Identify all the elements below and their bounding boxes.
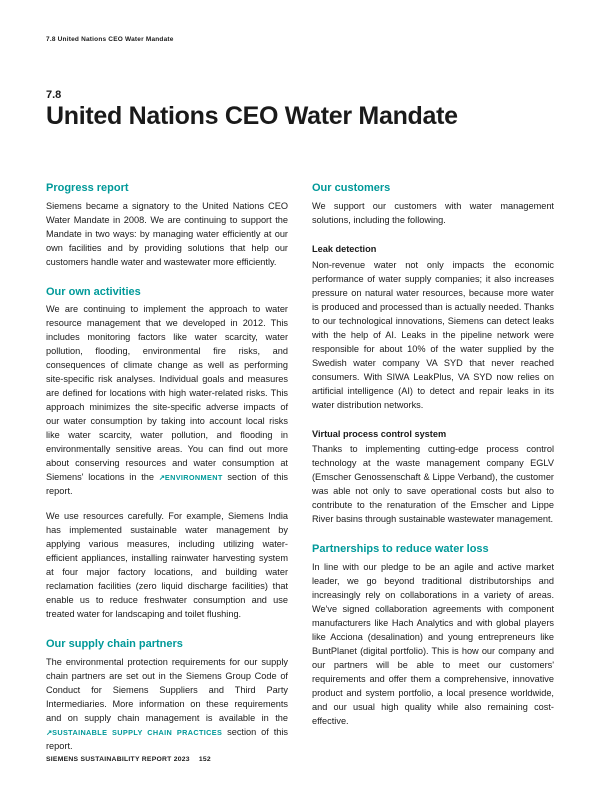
activities-text-after-link: section of this report. (46, 472, 288, 497)
page-footer (46, 756, 211, 763)
paragraph-partnerships: In line with our pledge to be an agile and active market leader, we go beyond traditional distributorships and increasingly rely on collaborations in a variety of areas. We've signed collaboration agreements with component manufacturers like Hach Analytics and with global players like Acciona (desalination) and young entrepreneurs like BuntPlanet (digital portfolio). This is how our company and our partners will be able to meet our customers' requirements and offer them a comprehensive, innovative product and system portfolio, a local presence worldwide, and our usual high quality while also remaining cost-effective. (312, 562, 554, 726)
right-column (312, 182, 554, 754)
left-column (46, 182, 288, 754)
subheading-leak-detection: Leak detection (312, 243, 377, 254)
paragraph-activities-1 (46, 303, 288, 499)
page-title: United Nations CEO Water Mandate (46, 102, 458, 130)
heading-our-own-activities: Our own activities (46, 285, 141, 298)
link-sustainable-supply-chain-practices[interactable]: SUSTAINABLE SUPPLY CHAIN PRACTICES (52, 727, 223, 737)
subheading-virtual-process-control: Virtual process control system (312, 428, 447, 439)
footer-page-number: 152 (198, 756, 211, 763)
footer-report-name: SIEMENS SUSTAINABILITY REPORT 2023 (46, 756, 190, 763)
section-number: 7.8 (46, 89, 62, 101)
supply-chain-text-after-link: section of this report. (46, 726, 289, 751)
paragraph-supply-chain (46, 656, 288, 754)
heading-our-customers: Our customers (312, 182, 391, 194)
activities-text-before-link: We are continuing to implement the approach to water resource management that we developed in 2012. This includes monitoring factors like water scarcity, water pollution, flooding, environmental fire risks, and consequences of climate change as well as performing site-specific risk analyses. Individual goals and measures are defined for locations with high water-related risks. This approach minimizes the site-specific adverse impacts of our water consumption by taking into account local risks like water scarcity, water pollution, and flooding in environmentally sensitive areas. You can find out more about conserving resources and water consumption at Siemens' locations in the (46, 304, 288, 483)
running-head: 7.8 United Nations CEO Water Mandate (46, 36, 174, 43)
external-link-arrow-icon: ↗ (46, 727, 53, 737)
heading-supply-chain-partners: Our supply chain partners (46, 638, 183, 651)
heading-progress-report: Progress report (46, 182, 129, 194)
paragraph-activities-2: We use resources carefully. For example, Siemens India has implemented sustainable water management by applying various measures, including utilizing water-efficient appliances, installing rainwater harvesting system at four major factory locations, and building water reclamation facilities (zero liquid discharge facilities) that enable us to reduce freshwater consumption and use treated water for landscaping and toilet flushing. (46, 511, 288, 620)
paragraph-virtual-process-control: Thanks to implementing cutting-edge process control technology at the waste management company EGLV (Emscher Genossenschaft & Lippe Verband), the customer was able not only to save operational costs but also to contribute to the renaturation of the Emscher and Lippe River basins through sustainable wastewater management. (312, 444, 554, 525)
paragraph-customers: We support our customers with water management solutions, including the following. (312, 200, 554, 225)
paragraph-progress-report: Siemens became a signatory to the United Nations CEO Water Mandate in 2008. We are continuing to support the Mandate in two ways: by managing water efficiently at our own facilities and by providing solutions that help our customers handle water and wastewater more efficiently. (46, 200, 288, 267)
link-environment[interactable]: ENVIRONMENT (164, 473, 223, 483)
external-link-arrow-icon: ↗ (158, 473, 165, 483)
paragraph-leak-detection: Non-revenue water not only impacts the economic performance of water supply companies; it also increases pressure on natural water resources, because more water is produced and processed than is actually needed. Thanks to our technological innovations, Siemens can detect leaks with the help of AI. Leaks in the pipeline network were responsible for about 10% of the water supplied by the Swedish water company VA SYD that never reached consumers. With SIWA LeakPlus, VA SYD now relies on artificial intelligence (AI) to detect and repair leaks in its water distribution networks. (312, 259, 554, 410)
content-columns (46, 182, 554, 754)
supply-chain-text-before-link: The environmental protection requirements for our supply chain partners are set out in the Siemens Group Code of Conduct for Siemens Suppliers and Third Party Intermediaries. More information on these requirements and on supply chain management is available in the (46, 656, 288, 723)
heading-partnerships: Partnerships to reduce water loss (312, 543, 489, 556)
